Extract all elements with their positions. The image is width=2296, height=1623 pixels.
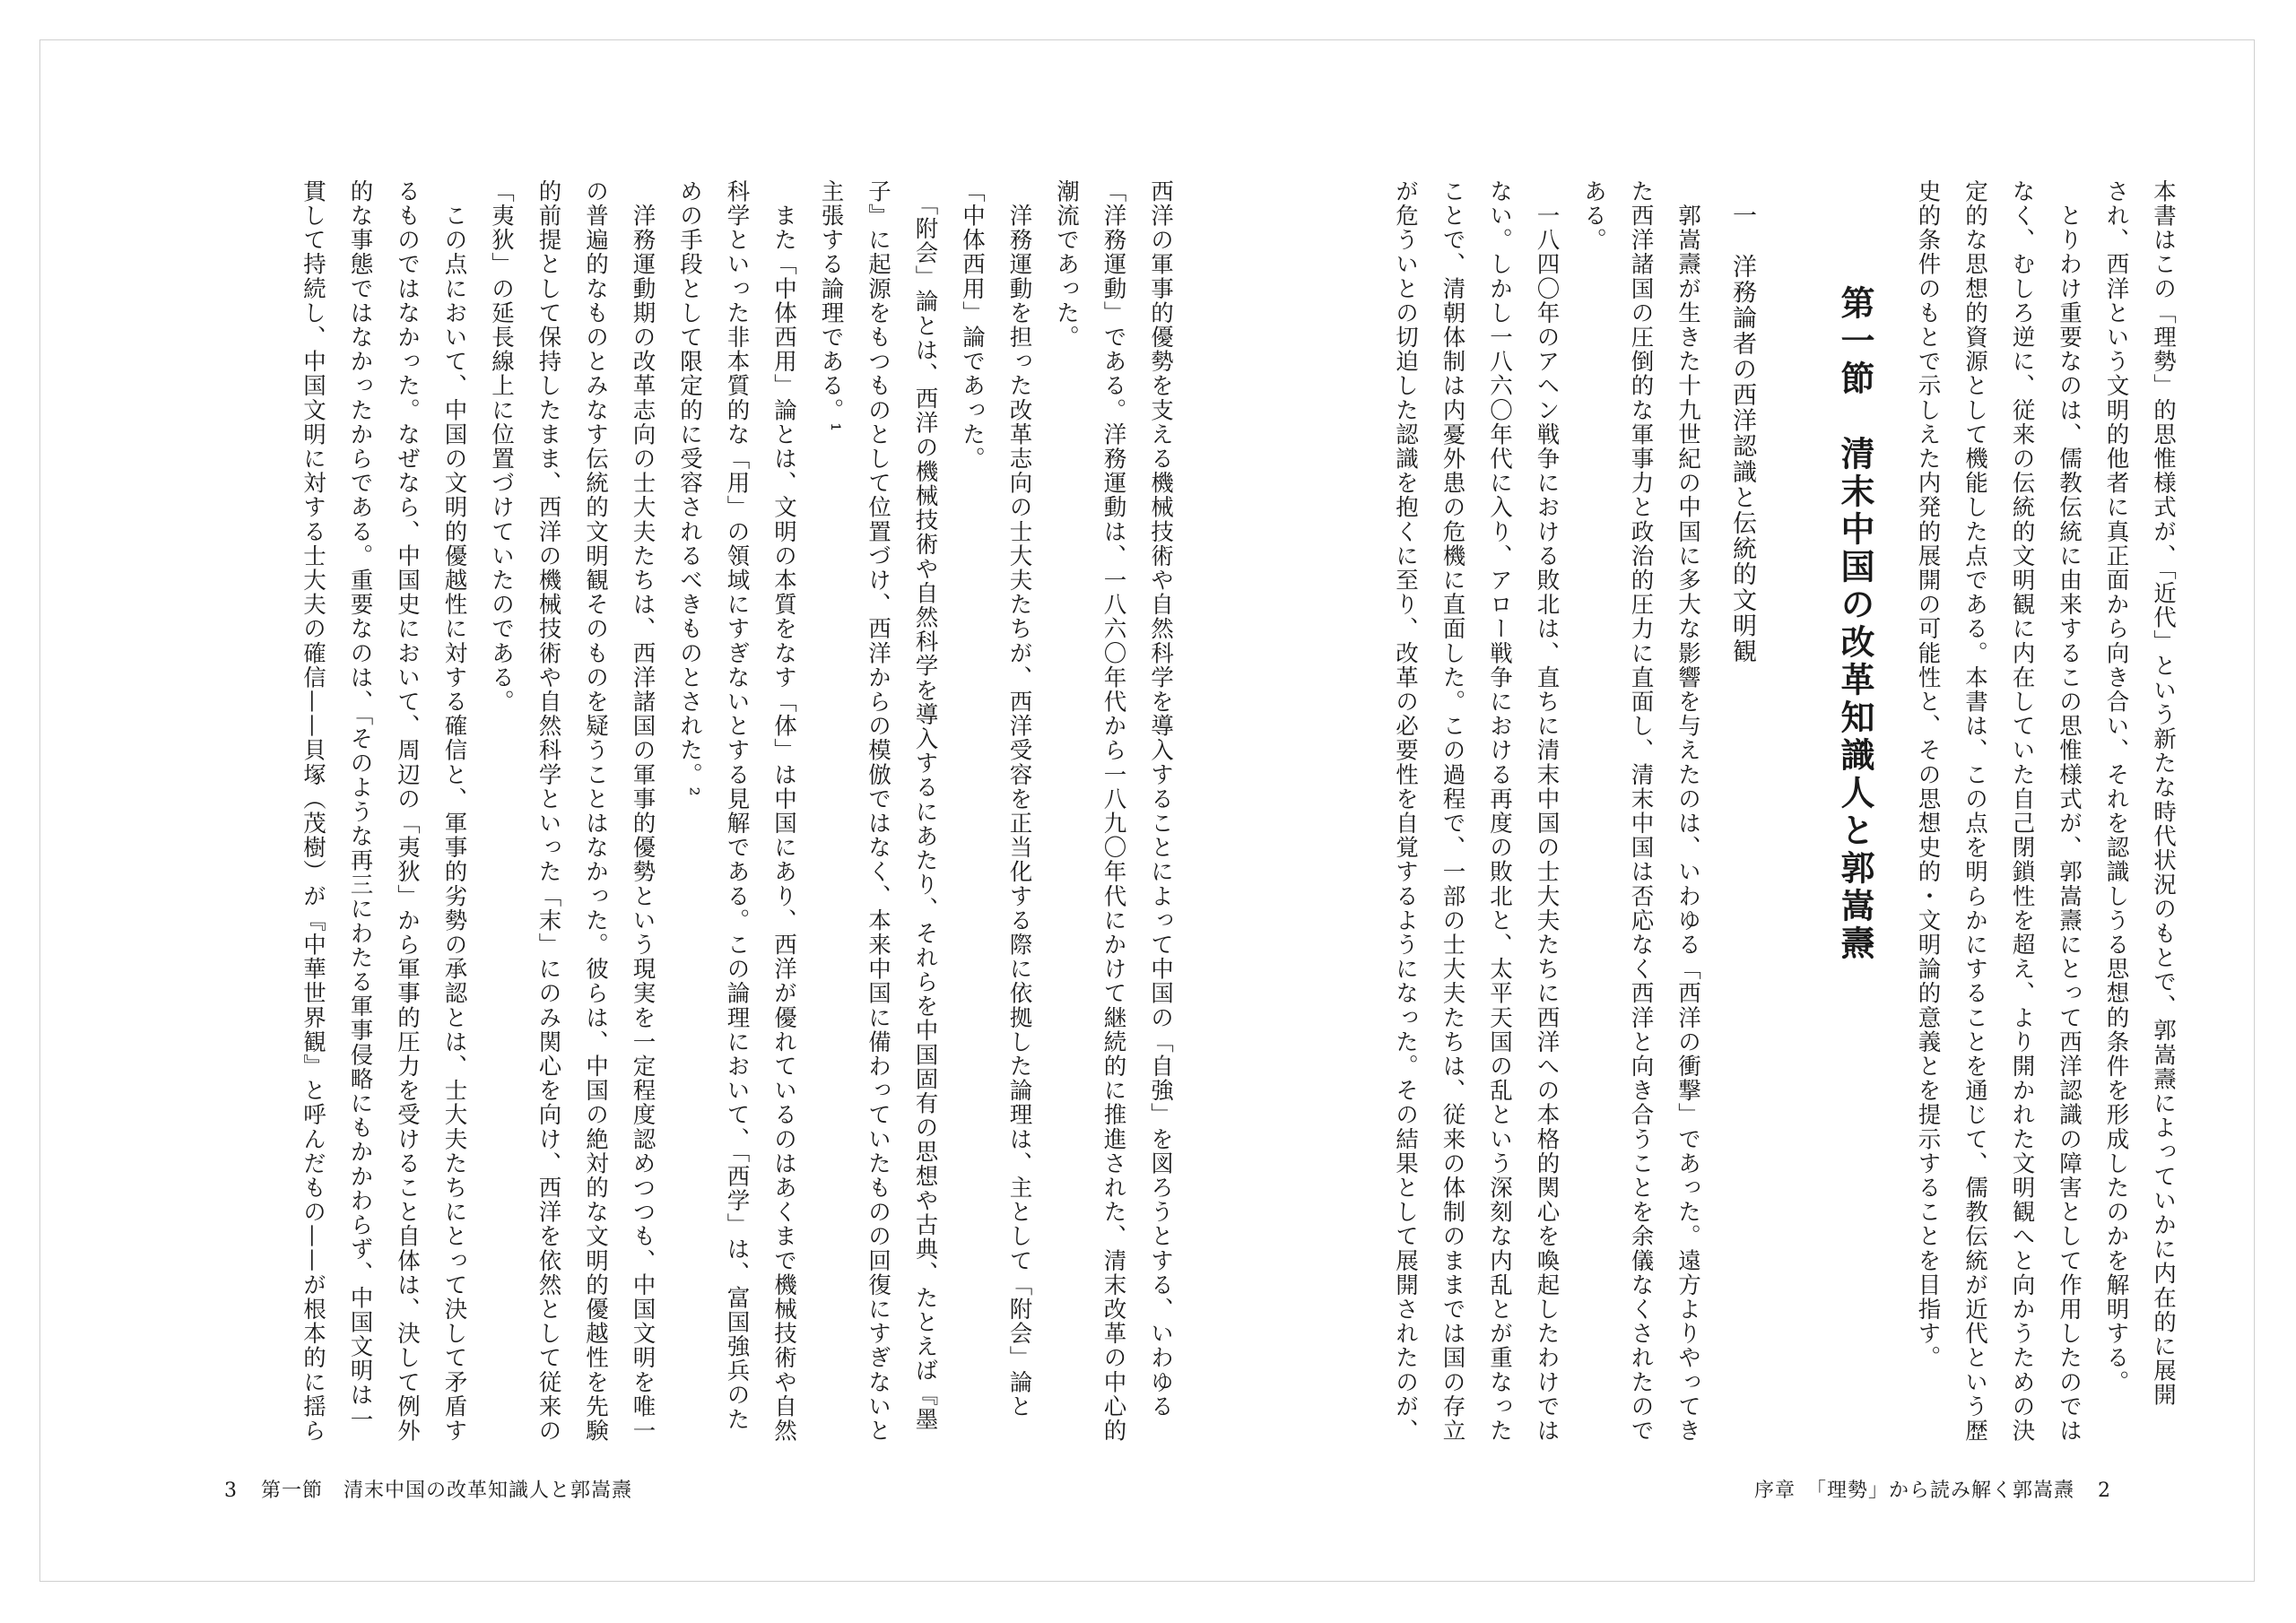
body-line: 的前提として保持したまま、西洋の機械技術や自然科学といった「末」にのみ関心を向け、西洋を依然として従来の <box>535 179 562 1444</box>
left-footer <box>208 1475 632 1503</box>
intro-line: なく、むしろ逆に、従来の伝統的文明観に内在していた自己閉鎖性を超え、より開かれた文明観へと向かうための決 <box>2008 179 2036 1444</box>
body-line: 西洋の軍事的優勢を支える機械技術や自然科学を導入することによって中国の「自強」を図ろうとする、いわゆる <box>1147 179 1174 1419</box>
body-line: ある。 <box>1580 179 1607 253</box>
page-number: 2 <box>2098 1480 2111 1502</box>
body-line: 洋務運動期の改革志向の士大夫たちは、西洋諸国の軍事的優勢という現実を一定程度認めつつも、中国文明を唯一 <box>629 179 657 1444</box>
left-page <box>179 179 1184 1453</box>
body-line: めの手段として限定的に受容されるべきものとされた。² <box>676 179 703 798</box>
intro-line: とりわけ重要なのは、儒教伝統に由来するこの思惟様式が、郭嵩燾にとって西洋認識の障害として作用したのでは <box>2056 179 2083 1444</box>
right-page <box>1182 179 2187 1453</box>
body-line: また「中体西用」論とは、文明の本質をなす「体」は中国にあり、西洋が優れているのはあくまで機械技術や自然 <box>770 179 797 1444</box>
body-line: が危ういとの切迫した認識を抱くに至り、改革の必要性を自覚するようになった。その結果として展開されたのが、 <box>1392 179 1419 1444</box>
body-line: この点において、中国の文明的優越性に対する確信と、軍事的劣勢の承認とは、士大夫たちにとって決して矛盾す <box>440 179 468 1444</box>
left-body-text <box>179 179 1184 1453</box>
body-line: 的な事態ではなかったからである。重要なのは、「そのような再三にわたる軍事侵略にもかかわらず、中国文明は一 <box>346 179 374 1432</box>
page-number: 3 <box>224 1480 238 1502</box>
section-heading: 第一節 清末中国の改革知識人と郭嵩燾 <box>1835 285 1875 963</box>
intro-line: され、西洋という文明的他者に真正面から向き合い、それを認識しうる思想的条件を形成したのかを解明する。 <box>2102 179 2130 1394</box>
body-line: 郭嵩燾が生きた十九世紀の中国に多大な影響を与えたのは、いわゆる「西洋の衝撃」であった。遠方よりやってき <box>1674 179 1701 1444</box>
subsection-heading: 一 洋務論者の西洋認識と伝統的文明観 <box>1728 203 1756 664</box>
intro-paragraph <box>1900 179 2187 1453</box>
intro-line: 史的条件のもとで示しえた内発的展開の可能性と、その思想史的・文明論的意義とを提示することを目指す。 <box>1914 179 1942 1370</box>
body-line: 貫して持続し、中国文明に対する士大夫の確信——貝塚（茂樹）が『中華世界観』と呼んだもの——が根本的に揺ら <box>300 179 326 1444</box>
body-line: 「洋務運動」である。洋務運動は、一八六〇年代から一八九〇年代にかけて継続的に推進された、清末改革の中心的 <box>1100 179 1127 1444</box>
body-line: 洋務運動を担った改革志向の士大夫たちが、西洋受容を正当化する際に依拠した論理は、主として「附会」論と <box>1005 179 1033 1419</box>
body-line: るものではなかった。なぜなら、中国史において、周辺の「夷狄」から軍事的圧力を受けること自体は、決して例外 <box>394 179 421 1444</box>
body-line: 潮流であった。 <box>1053 179 1080 350</box>
right-footer <box>1754 1475 2127 1503</box>
body-line: 科学といった非本質的な「用」の領域にすぎないとする見解である。この論理において、「西学」は、富国強兵のた <box>723 179 751 1432</box>
body-line: 「夷狄」の延長線上に位置づけていたのである。 <box>488 179 515 715</box>
body-line: 子』に起源をもつものとして位置づけ、西洋からの模倣ではなく、本来中国に備わっていたものの回復にすぎないと <box>865 179 891 1444</box>
body-line: ことで、清朝体制は内憂外患の危機に直面した。この過程で、一部の士大夫たちは、従来の体制のままでは国の存立 <box>1439 179 1466 1444</box>
running-head: 第一節 清末中国の改革知識人と郭嵩燾 <box>261 1480 633 1502</box>
body-line: 「附会」論とは、西洋の機械技術や自然科学を導入するにあたり、それらを中国固有の思想や古典、たとえば『墨 <box>911 179 939 1432</box>
intro-line: 本書はこの「理勢」的思惟様式が、「近代」という新たな時代状況のもとで、郭嵩燾によっていかに内在的に展開 <box>2150 179 2177 1408</box>
body-line: 「中体西用」論であった。 <box>959 179 986 472</box>
right-body-text <box>1191 179 1711 1453</box>
body-line: 主張する論理である。¹ <box>817 179 845 433</box>
body-line: 一八四〇年のアヘン戦争における敗北は、直ちに清末中国の士大夫たちに西洋への本格的関心を喚起したわけでは <box>1533 179 1561 1444</box>
body-line: ない。しかし一八六〇年代に入り、アロー戦争における再度の敗北と、太平天国の乱という深刻な内乱とが重なった <box>1486 179 1513 1444</box>
body-line: の普遍的なものとみなす伝統的文明観そのものを疑うことはなかった。彼らは、中国の絶対的な文明的優越性を先験 <box>582 179 609 1444</box>
running-head: 序章 「理勢」から読み解く郭嵩燾 <box>1753 1480 2074 1502</box>
intro-line: 定的な思想的資源として機能した点である。本書は、この点を明らかにすることを通じて、儒教伝統が近代という歴 <box>1961 179 1988 1444</box>
body-line: た西洋諸国の圧倒的な軍事力と政治的圧力に直面し、清末中国は否応なく西洋と向き合うことを余儀なくされたので <box>1627 179 1655 1444</box>
